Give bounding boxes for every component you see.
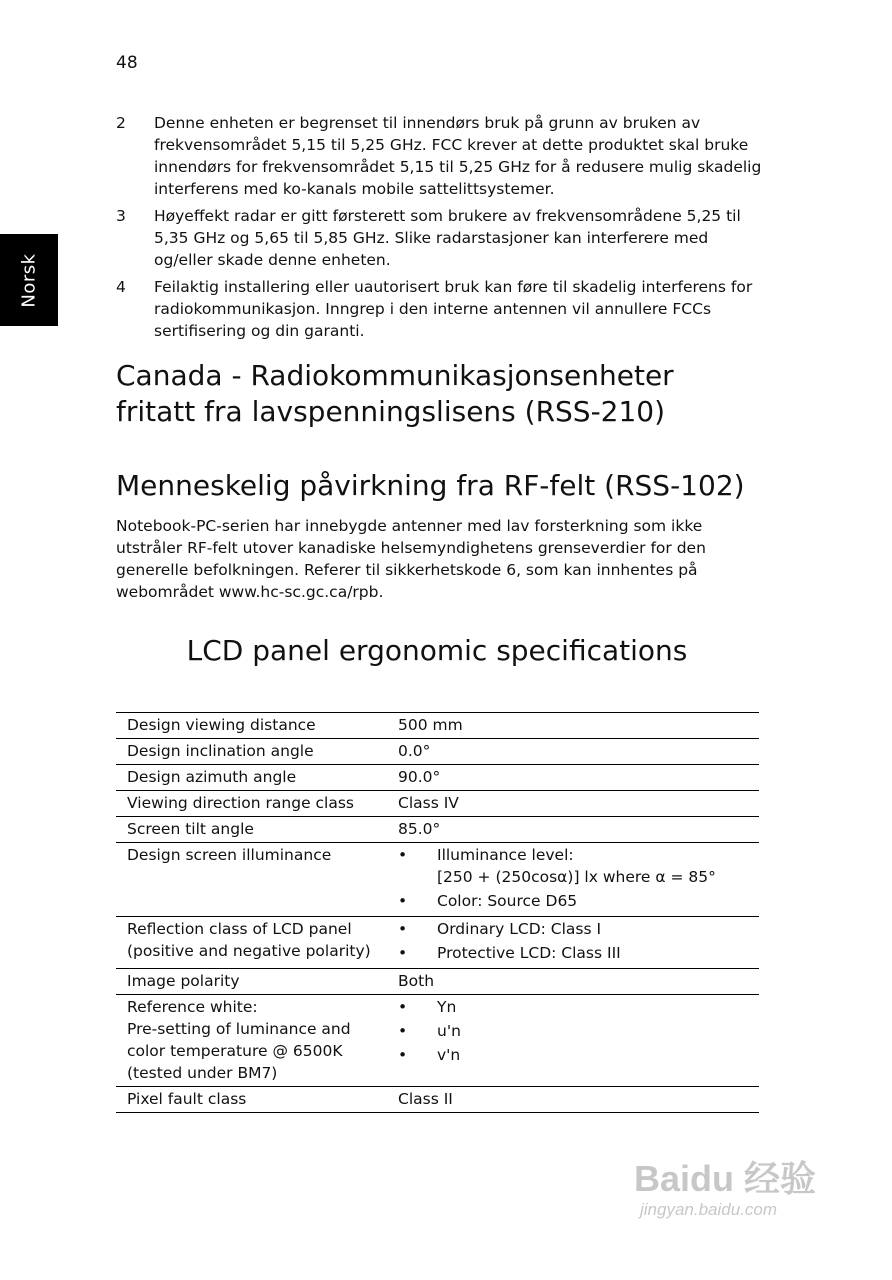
baidu-jingyan-watermark [634, 1160, 844, 1242]
bullet-text [437, 844, 716, 888]
bullet-item [398, 1020, 759, 1042]
bullet-text: Color: Source D65 [437, 892, 578, 910]
bullet-item [398, 942, 759, 964]
lcd-spec-table [116, 712, 759, 1113]
spec-label-line: Pre-setting of luminance and [127, 1020, 351, 1038]
spec-label-line: Reflection class of LCD panel [127, 920, 352, 938]
spec-value: Class IV [387, 791, 759, 817]
bullet-text: Protective LCD: Class III [437, 944, 621, 962]
spec-value [387, 843, 759, 917]
side-tab-label: Norsk [18, 252, 40, 308]
spec-label: Design azimuth angle [116, 765, 387, 791]
bullet-text: Yn [437, 998, 457, 1016]
spec-value: Class II [387, 1087, 759, 1113]
spec-label [116, 995, 387, 1087]
bullet-text: Ordinary LCD: Class I [437, 920, 602, 938]
heading-canada-line1: Canada - Radiokommunikasjonsenheter [116, 359, 674, 392]
heading-rf-exposure: Menneskelig påvirkning fra RF-felt (RSS-102) [116, 469, 745, 502]
list-item-number: 2 [116, 114, 126, 132]
bullet-mark: • [398, 892, 408, 910]
lcd-section-title: LCD panel ergonomic specifications [186, 634, 688, 667]
spec-value: 85.0° [387, 817, 759, 843]
spec-value: 500 mm [387, 713, 759, 739]
list-item [116, 112, 766, 200]
table-row [116, 969, 759, 995]
bullet-mark: • [398, 1046, 408, 1064]
list-item-text: Denne enheten er begrenset til innendørs bruk på grunn av bruken av frekvensområdet 5,15 til 5,25 GHz. FCC krever at dette produktet skal bruke innendørs for frekvensområdet 5,15 til 5,25 GHz for å redusere mulig skadelig interferens med ko-kanals mobile sattelittsystemer. [154, 114, 762, 198]
spec-label: Image polarity [116, 969, 387, 995]
bullet-text-line: [250 + (250cosα)] lx where α = 85° [437, 868, 716, 886]
bullet-mark: • [398, 998, 408, 1016]
list-item-text: Høyeffekt radar er gitt førsterett som brukere av frekvensområdene 5,25 til 5,35 GHz og 5,65 til 5,85 GHz. Slike radarstasjoner kan interferere med og/eller skade denne enheten. [154, 207, 741, 269]
list-item-text: Feilaktig installering eller uautorisert bruk kan føre til skadelig interferens for radiokommunikasjon. Inngrep i den interne antennen vil annullere FCCs sertifisering og din garanti. [154, 278, 753, 340]
spec-label: Design viewing distance [116, 713, 387, 739]
bullet-list [398, 996, 759, 1066]
bullet-mark: • [398, 944, 408, 962]
bullet-list [398, 918, 759, 964]
list-item-number: 4 [116, 278, 126, 296]
spec-value [387, 917, 759, 969]
bullet-text-line: Illuminance level: [437, 846, 574, 864]
rf-paragraph: Notebook-PC-serien har innebygde antenner med lav forsterkning som ikke utstråler RF-felt utover kanadiske helsemyndighetens grenseverdier for den generelle befolkningen. Referer til sikkerhetskode 6, som kan innhentes på webområdet www.hc-sc.gc.ca/rpb. [116, 517, 706, 601]
spec-label: Pixel fault class [116, 1087, 387, 1113]
heading-canada-line2: fritatt fra lavspenningslisens (RSS-210) [116, 395, 666, 428]
table-row [116, 917, 759, 969]
bullet-item [398, 996, 759, 1018]
spec-label-line: color temperature @ 6500K [127, 1042, 343, 1060]
bullet-mark: • [398, 1022, 408, 1040]
spec-label: Screen tilt angle [116, 817, 387, 843]
language-side-tab [0, 234, 58, 326]
spec-label-line: (positive and negative polarity) [127, 942, 371, 960]
bullet-mark: • [398, 846, 408, 864]
table-row [116, 713, 759, 739]
list-item [116, 205, 766, 271]
page-number: 48 [116, 53, 138, 73]
list-item [116, 276, 766, 342]
bullet-item [398, 890, 759, 912]
spec-label: Viewing direction range class [116, 791, 387, 817]
bullet-mark: • [398, 920, 408, 938]
bullet-item [398, 918, 759, 940]
spec-label [116, 917, 387, 969]
spec-label: Design inclination angle [116, 739, 387, 765]
bullet-item [398, 844, 759, 888]
table-row [116, 765, 759, 791]
watermark-url: jingyan.baidu.com [640, 1200, 778, 1219]
spec-value: Both [387, 969, 759, 995]
bullet-list [398, 844, 759, 912]
table-row [116, 995, 759, 1087]
spec-label-line: (tested under BM7) [127, 1064, 278, 1082]
bullet-item [398, 1044, 759, 1066]
table-row [116, 843, 759, 917]
table-row [116, 1087, 759, 1113]
table-row [116, 791, 759, 817]
bullet-text: u'n [437, 1022, 461, 1040]
spec-value [387, 995, 759, 1087]
list-item-number: 3 [116, 207, 126, 225]
bullet-text: v'n [437, 1046, 461, 1064]
spec-label: Design screen illuminance [116, 843, 387, 917]
numbered-list [116, 112, 766, 347]
heading-canada [116, 358, 674, 430]
table-row [116, 817, 759, 843]
watermark-brand: Baidu 经验 [634, 1158, 817, 1199]
table-row [116, 739, 759, 765]
spec-label-line: Reference white: [127, 998, 258, 1016]
spec-value: 90.0° [387, 765, 759, 791]
spec-value: 0.0° [387, 739, 759, 765]
